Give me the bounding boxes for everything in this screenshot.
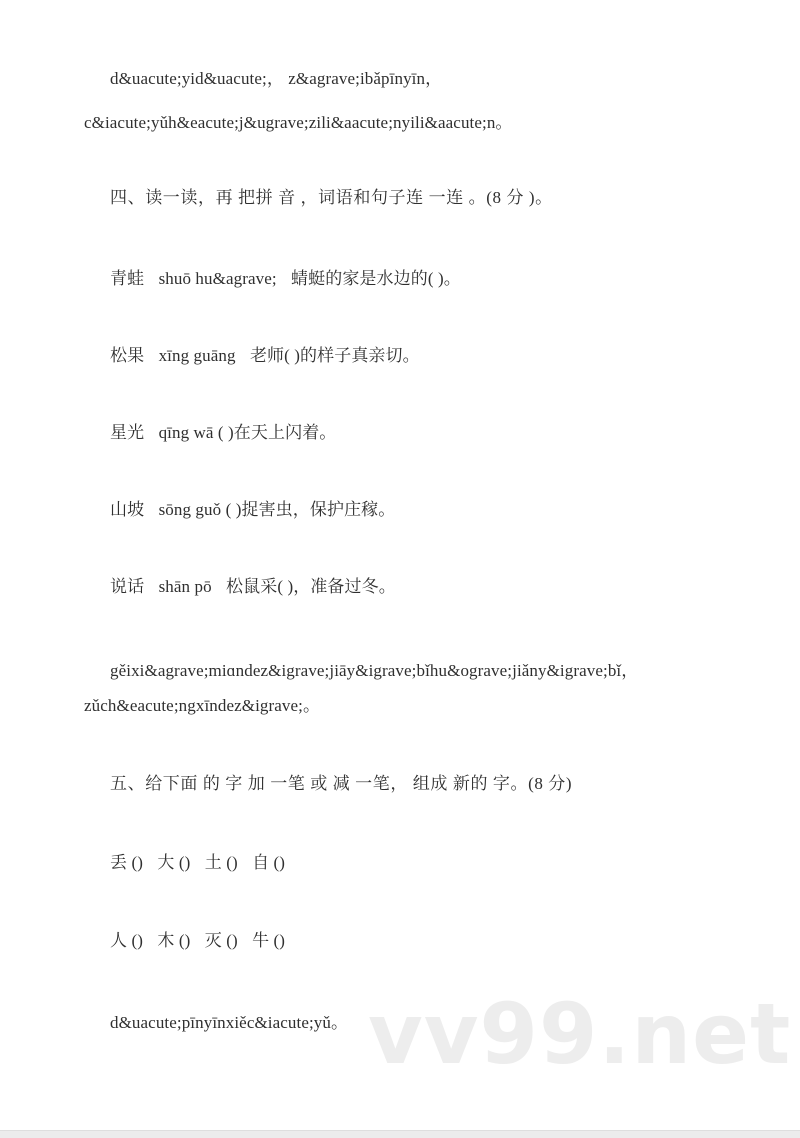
footer-pinyin-line: d&uacute;pīnyīnxiěc&iacute;yǔ。 — [110, 1013, 349, 1032]
pinyin-note-line-2: zǔch&eacute;ngxīndez&igrave;。 — [84, 696, 321, 715]
char: 丢 — [110, 853, 128, 872]
word: 说话 — [110, 577, 145, 596]
blank: () — [131, 853, 143, 872]
word: 山坡 — [110, 500, 145, 519]
sentence: 松鼠采( )，准备过冬。 — [226, 577, 396, 596]
pinyin: xīng guāng — [158, 346, 236, 365]
char: 自 — [252, 853, 270, 872]
blank: () — [226, 853, 238, 872]
char-item — [205, 931, 238, 950]
char-item — [252, 931, 285, 950]
sentence: 老师( )的样子真亲切。 — [249, 346, 420, 365]
matching-row — [110, 576, 396, 598]
section-5-heading: 五、给下面 的 字 加 一笔 或 减 一笔， 组成 新的 字。(8 分) — [110, 774, 573, 793]
blank: () — [226, 931, 238, 950]
word: 松果 — [110, 346, 145, 365]
blank: () — [273, 853, 286, 872]
char: 大 — [157, 853, 175, 872]
intro-line-2: c&iacute;yǔh&eacute;j&ugrave;zili&aacute;nyili&aacute;n。 — [84, 113, 513, 132]
matching-row — [110, 499, 395, 521]
word: 青蛙 — [110, 269, 145, 288]
char-row-2 — [110, 930, 295, 952]
blank: () — [273, 931, 286, 950]
sentence: ( )捉害虫，保护庄稼。 — [225, 500, 396, 519]
char-item — [110, 853, 143, 872]
intro-line-1: d&uacute;yid&uacute;， z&agrave;ibǎpīnyīn， — [110, 69, 443, 88]
blank: () — [178, 931, 191, 950]
pinyin: shuō hu&agrave; — [158, 269, 277, 288]
char-row-1 — [110, 852, 295, 874]
sentence: ( )在天上闪着。 — [217, 423, 337, 442]
char-item — [157, 853, 190, 872]
char: 人 — [110, 931, 128, 950]
char-item — [110, 931, 143, 950]
char: 木 — [157, 931, 175, 950]
blank: () — [178, 853, 191, 872]
char: 灭 — [204, 931, 222, 950]
section-4-heading: 四、读一读，再 把拼 音 ，词语和句子连 一连 。(8 分 )。 — [110, 188, 553, 207]
matching-row — [110, 268, 461, 290]
char-item — [205, 853, 238, 872]
watermark: vv99.net — [368, 985, 792, 1083]
matching-row — [110, 422, 336, 444]
char-item — [157, 931, 190, 950]
char: 土 — [204, 853, 222, 872]
char: 牛 — [252, 931, 270, 950]
sentence: 蜻蜓的家是水边的( )。 — [291, 269, 461, 288]
pinyin-note-line-1: gěixi&agrave;miɑndez&igrave;jiāy&igrave;bǐhu&ograve;jiǎny&igrave;bǐ， — [110, 661, 639, 680]
pinyin: sōng guǒ — [158, 500, 222, 519]
pinyin: qīng wā — [158, 423, 214, 442]
blank: () — [131, 931, 143, 950]
matching-row — [110, 345, 420, 367]
char-item — [252, 853, 285, 872]
word: 星光 — [110, 423, 145, 442]
pinyin: shān pō — [158, 577, 212, 596]
